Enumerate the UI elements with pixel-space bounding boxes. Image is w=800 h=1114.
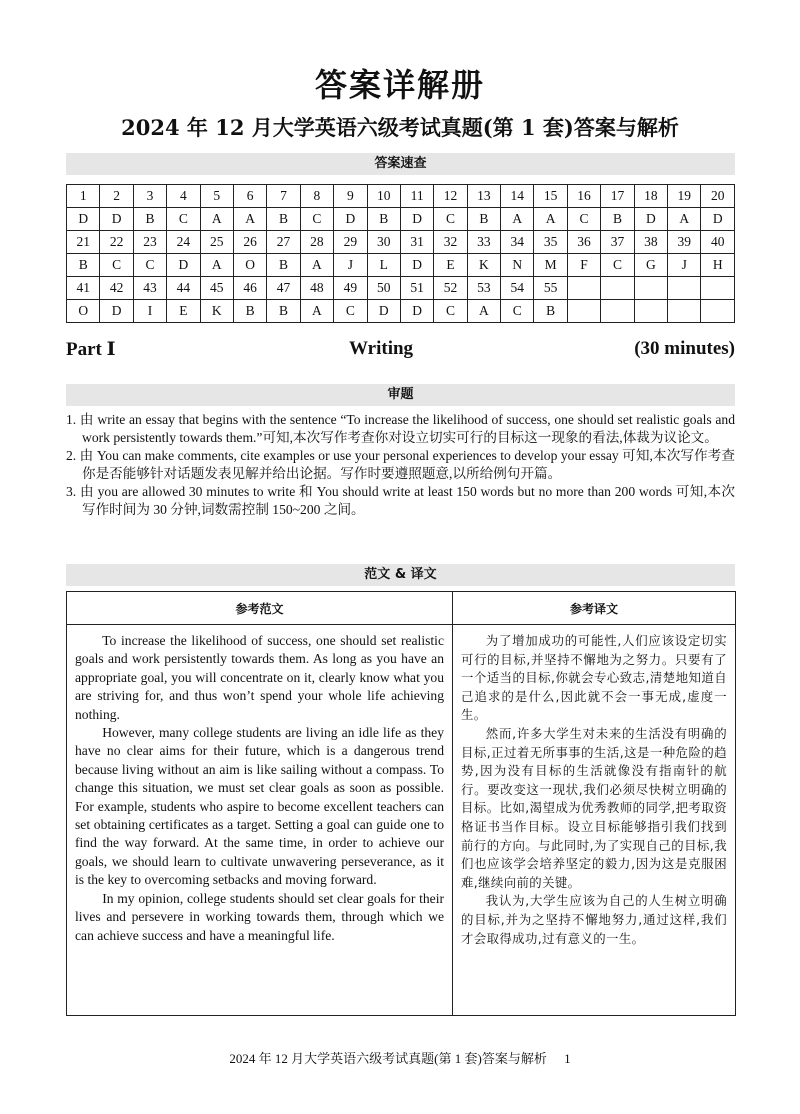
question-number-cell: 21 bbox=[67, 231, 100, 254]
question-number-cell: 55 bbox=[534, 277, 567, 300]
answer-key-table bbox=[66, 184, 735, 323]
answer-cell: B bbox=[601, 208, 634, 231]
answer-cell: M bbox=[534, 254, 567, 277]
question-number-cell: 50 bbox=[367, 277, 400, 300]
answer-cell: F bbox=[567, 254, 600, 277]
answer-cell: A bbox=[300, 300, 333, 323]
essay-chinese-cell bbox=[453, 625, 736, 1016]
part-heading bbox=[66, 338, 735, 364]
question-number-cell: 39 bbox=[668, 231, 701, 254]
question-number-cell: 53 bbox=[467, 277, 500, 300]
answer-cell bbox=[701, 300, 735, 323]
answer-row bbox=[67, 208, 735, 231]
page-number: 1 bbox=[564, 1051, 571, 1066]
answer-cell: C bbox=[300, 208, 333, 231]
essay-paragraph: However, many college students are living an idle life as they have no clear aims for their future, which is a dangerous trend because living without an aim is like sailing without a compass. To change this situation, we must set clear goals as soon as possible. For example, students who aspire to become excellent teachers can set obtaining certificates as a target. Setting a goal can guide one to find the way forward. At the same time, in order to achieve our goals, we should learn to cultivate unwavering perseverance, as it is the key to overcoming setbacks and moving forward. bbox=[75, 725, 444, 888]
essay-column-header-en: 参考范文 bbox=[67, 592, 453, 625]
answer-cell: H bbox=[701, 254, 735, 277]
question-number-row bbox=[67, 231, 735, 254]
answer-cell: N bbox=[501, 254, 534, 277]
question-number-cell: 37 bbox=[601, 231, 634, 254]
answer-cell: A bbox=[501, 208, 534, 231]
translation-paragraph: 然而,许多大学生对未来的生活没有明确的目标,正过着无所事事的生活,这是一种危险的趋势,因为没有目标的生活就像没有指南针的航行。要改变这一现状,我们必须尽快树立明确的目标。比如,渴望成为优秀教师的同学,把考取资格证书当作目标。设立目标能够指引我们找到前行的方向。与此同时,为了实现自己的目标,我们也应该学会培养坚定的毅力,因为这是克服困难,继续向前的关键。 bbox=[461, 725, 727, 890]
question-number-cell: 18 bbox=[634, 185, 667, 208]
question-number-cell: 15 bbox=[534, 185, 567, 208]
answer-cell: E bbox=[167, 300, 200, 323]
question-number-cell: 24 bbox=[167, 231, 200, 254]
essay-paragraph: To increase the likelihood of success, one should set realistic goals and work persistently towards them. As long as you have an appropriate goal, you will concentrate on it, clearly know what you are striving for, and thus won’t spend your whole life achieving nothing. bbox=[75, 633, 444, 722]
question-number-cell bbox=[668, 277, 701, 300]
question-number-cell: 11 bbox=[400, 185, 433, 208]
question-number-cell: 25 bbox=[200, 231, 233, 254]
question-number-cell: 10 bbox=[367, 185, 400, 208]
analysis-heading: 审题 bbox=[66, 384, 735, 406]
answer-cell: C bbox=[334, 300, 367, 323]
question-number-cell: 30 bbox=[367, 231, 400, 254]
question-number-cell: 40 bbox=[701, 231, 735, 254]
part-label: Part Ⅰ bbox=[66, 339, 116, 360]
answer-cell: B bbox=[133, 208, 166, 231]
answer-cell: C bbox=[434, 300, 467, 323]
answer-cell: J bbox=[334, 254, 367, 277]
answer-cell: L bbox=[367, 254, 400, 277]
answer-cell: A bbox=[233, 208, 266, 231]
essay-heading: 范文 & 译文 bbox=[66, 564, 735, 586]
answer-cell: D bbox=[701, 208, 735, 231]
question-number-cell: 14 bbox=[501, 185, 534, 208]
answer-cell: D bbox=[400, 208, 433, 231]
question-number-cell: 43 bbox=[133, 277, 166, 300]
question-number-cell: 9 bbox=[334, 185, 367, 208]
question-number-cell: 38 bbox=[634, 231, 667, 254]
answer-cell: A bbox=[300, 254, 333, 277]
question-number-cell: 42 bbox=[100, 277, 133, 300]
question-number-cell: 26 bbox=[233, 231, 266, 254]
question-number-cell: 20 bbox=[701, 185, 735, 208]
answer-cell: C bbox=[100, 254, 133, 277]
answer-cell bbox=[634, 300, 667, 323]
question-number-cell: 8 bbox=[300, 185, 333, 208]
question-number-cell: 6 bbox=[233, 185, 266, 208]
essay-table bbox=[66, 591, 736, 1016]
answer-cell: D bbox=[400, 254, 433, 277]
analysis-item: 2. 由 You can make comments, cite examples or use your personal experiences to develop your essay 可知,本次写作考查你是否能够针对话题发表见解并给出论据。写作时要遵照题意,以所给例句开篇。 bbox=[66, 448, 735, 481]
essay-paragraph: In my opinion, college students should set clear goals for their lives and persevere in working towards them, through which we can achieve success and have a meaningful life. bbox=[75, 890, 444, 943]
question-number-cell: 54 bbox=[501, 277, 534, 300]
answer-cell bbox=[601, 300, 634, 323]
question-number-cell: 46 bbox=[233, 277, 266, 300]
question-number-cell: 5 bbox=[200, 185, 233, 208]
essay-english-cell bbox=[67, 625, 453, 1016]
answer-cell bbox=[668, 300, 701, 323]
answer-cell: C bbox=[601, 254, 634, 277]
answer-cell: A bbox=[467, 300, 500, 323]
question-number-cell: 12 bbox=[434, 185, 467, 208]
answer-cell: C bbox=[167, 208, 200, 231]
question-number-cell: 23 bbox=[133, 231, 166, 254]
answer-cell: D bbox=[100, 208, 133, 231]
answer-cell: O bbox=[233, 254, 266, 277]
question-number-cell bbox=[634, 277, 667, 300]
question-number-cell: 32 bbox=[434, 231, 467, 254]
answer-cell: B bbox=[267, 254, 300, 277]
question-number-cell: 27 bbox=[267, 231, 300, 254]
document-subtitle: 2024 年 12 月大学英语六级考试真题(第 1 套)答案与解析 bbox=[121, 115, 679, 140]
question-number-cell: 13 bbox=[467, 185, 500, 208]
question-number-cell: 48 bbox=[300, 277, 333, 300]
translation-paragraph: 我认为,大学生应该为自己的人生树立明确的目标,并为之坚持不懈地努力,通过这样,我们才会取得成功,过有意义的一生。 bbox=[461, 893, 727, 946]
question-number-cell: 34 bbox=[501, 231, 534, 254]
answer-cell: K bbox=[467, 254, 500, 277]
answer-key-heading: 答案速查 bbox=[66, 153, 735, 175]
question-number-row bbox=[67, 185, 735, 208]
question-number-cell: 17 bbox=[601, 185, 634, 208]
answer-cell: C bbox=[133, 254, 166, 277]
part-time: (30 minutes) bbox=[634, 338, 735, 359]
question-number-cell: 41 bbox=[67, 277, 100, 300]
question-number-row bbox=[67, 277, 735, 300]
answer-cell: K bbox=[200, 300, 233, 323]
answer-cell: B bbox=[367, 208, 400, 231]
analysis-list bbox=[66, 411, 735, 519]
answer-cell: B bbox=[267, 300, 300, 323]
answer-cell: E bbox=[434, 254, 467, 277]
question-number-cell: 3 bbox=[133, 185, 166, 208]
question-number-cell: 51 bbox=[400, 277, 433, 300]
answer-cell: J bbox=[668, 254, 701, 277]
part-name: Writing bbox=[349, 338, 414, 359]
answer-row bbox=[67, 254, 735, 277]
answer-cell: B bbox=[233, 300, 266, 323]
question-number-cell: 7 bbox=[267, 185, 300, 208]
question-number-cell bbox=[601, 277, 634, 300]
question-number-cell: 1 bbox=[67, 185, 100, 208]
answer-cell: A bbox=[534, 208, 567, 231]
question-number-cell: 47 bbox=[267, 277, 300, 300]
question-number-cell: 31 bbox=[400, 231, 433, 254]
answer-cell: B bbox=[534, 300, 567, 323]
answer-cell: C bbox=[567, 208, 600, 231]
question-number-cell: 29 bbox=[334, 231, 367, 254]
footer-text: 2024 年 12 月大学英语六级考试真题(第 1 套)答案与解析 bbox=[229, 1051, 547, 1066]
question-number-cell: 52 bbox=[434, 277, 467, 300]
document-title: 答案详解册 bbox=[314, 66, 485, 104]
answer-cell: B bbox=[467, 208, 500, 231]
answer-cell: D bbox=[367, 300, 400, 323]
question-number-cell: 22 bbox=[100, 231, 133, 254]
answer-cell: B bbox=[267, 208, 300, 231]
question-number-cell: 44 bbox=[167, 277, 200, 300]
question-number-cell: 33 bbox=[467, 231, 500, 254]
analysis-item: 3. 由 you are allowed 30 minutes to write 和 You should write at least 150 words but no more than 200 words 可知,本次写作时间为 30 分钟,词数需控制 150~200 之间。 bbox=[66, 484, 735, 517]
answer-cell: A bbox=[200, 208, 233, 231]
answer-cell: C bbox=[434, 208, 467, 231]
answer-cell: D bbox=[334, 208, 367, 231]
question-number-cell: 45 bbox=[200, 277, 233, 300]
analysis-item: 1. 由 write an essay that begins with the sentence “To increase the likelihood of success, one should set realistic goals and work persistently towards them.”可知,本次写作考查你对设立切实可行的目标这一现象的看法,体裁为议论文。 bbox=[66, 412, 735, 445]
question-number-cell: 19 bbox=[668, 185, 701, 208]
answer-cell bbox=[567, 300, 600, 323]
answer-cell: A bbox=[200, 254, 233, 277]
question-number-cell: 49 bbox=[334, 277, 367, 300]
answer-cell: D bbox=[100, 300, 133, 323]
question-number-cell bbox=[567, 277, 600, 300]
question-number-cell bbox=[701, 277, 735, 300]
question-number-cell: 16 bbox=[567, 185, 600, 208]
answer-cell: C bbox=[501, 300, 534, 323]
answer-row bbox=[67, 300, 735, 323]
answer-cell: D bbox=[634, 208, 667, 231]
answer-cell: A bbox=[668, 208, 701, 231]
question-number-cell: 4 bbox=[167, 185, 200, 208]
answer-cell: D bbox=[167, 254, 200, 277]
question-number-cell: 2 bbox=[100, 185, 133, 208]
answer-cell: B bbox=[67, 254, 100, 277]
answer-cell: I bbox=[133, 300, 166, 323]
answer-cell: D bbox=[67, 208, 100, 231]
question-number-cell: 28 bbox=[300, 231, 333, 254]
question-number-cell: 36 bbox=[567, 231, 600, 254]
answer-cell: G bbox=[634, 254, 667, 277]
answer-cell: O bbox=[67, 300, 100, 323]
essay-column-header-zh: 参考译文 bbox=[453, 592, 736, 625]
question-number-cell: 35 bbox=[534, 231, 567, 254]
page-footer bbox=[0, 1048, 800, 1067]
translation-paragraph: 为了增加成功的可能性,人们应该设定切实可行的目标,并坚持不懈地为之努力。只要有了一个适当的目标,你就会专心致志,清楚地知道自己追求的是什么,因此就不会一事无成,虚度一生。 bbox=[461, 633, 727, 723]
answer-cell: D bbox=[400, 300, 433, 323]
